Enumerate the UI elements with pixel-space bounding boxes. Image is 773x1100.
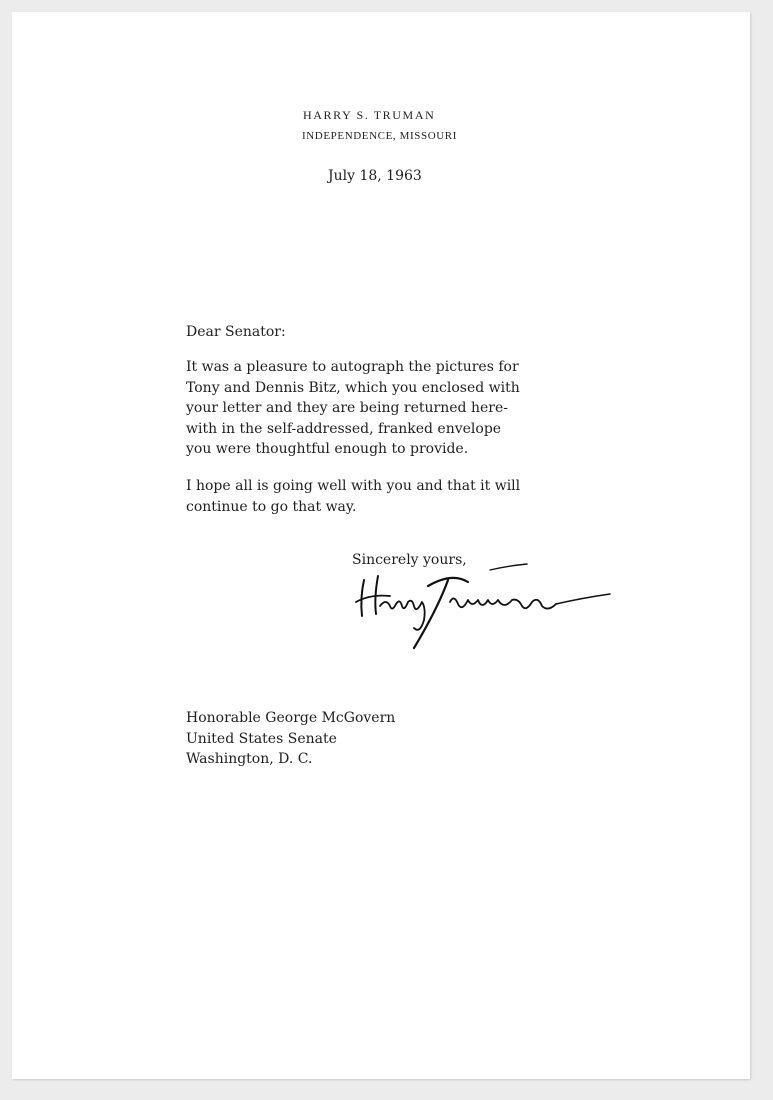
body-line: Tony and Dennis Bitz, which you enclosed with bbox=[186, 379, 520, 396]
body-line: I hope all is going well with you and that it will bbox=[186, 478, 521, 494]
recipient-address bbox=[186, 708, 395, 770]
signature-strokes bbox=[356, 564, 610, 648]
letterhead-place: INDEPENDENCE, MISSOURI bbox=[302, 130, 457, 142]
address-line: United States Senate bbox=[186, 730, 337, 747]
signature bbox=[342, 558, 622, 658]
body-line: your letter and they are being returned here- bbox=[186, 400, 508, 416]
closing: Sincerely yours, bbox=[352, 552, 467, 568]
body-paragraph-2 bbox=[186, 476, 520, 517]
body-line: continue to go that way. bbox=[186, 498, 357, 515]
body-line: It was a pleasure to autograph the pictures for bbox=[186, 359, 519, 375]
salutation: Dear Senator: bbox=[186, 324, 286, 340]
letter-date: July 18, 1963 bbox=[328, 168, 422, 184]
body-line: with in the self-addressed, franked envelope bbox=[186, 420, 502, 437]
address-line: Washington, D. C. bbox=[186, 751, 313, 767]
letterhead-name: HARRY S. TRUMAN bbox=[303, 108, 436, 122]
address-line: Honorable George McGovern bbox=[186, 710, 396, 726]
body-line: you were thoughtful enough to provide. bbox=[186, 441, 469, 457]
body-paragraph-1 bbox=[186, 357, 520, 460]
letter-page bbox=[12, 12, 750, 1079]
